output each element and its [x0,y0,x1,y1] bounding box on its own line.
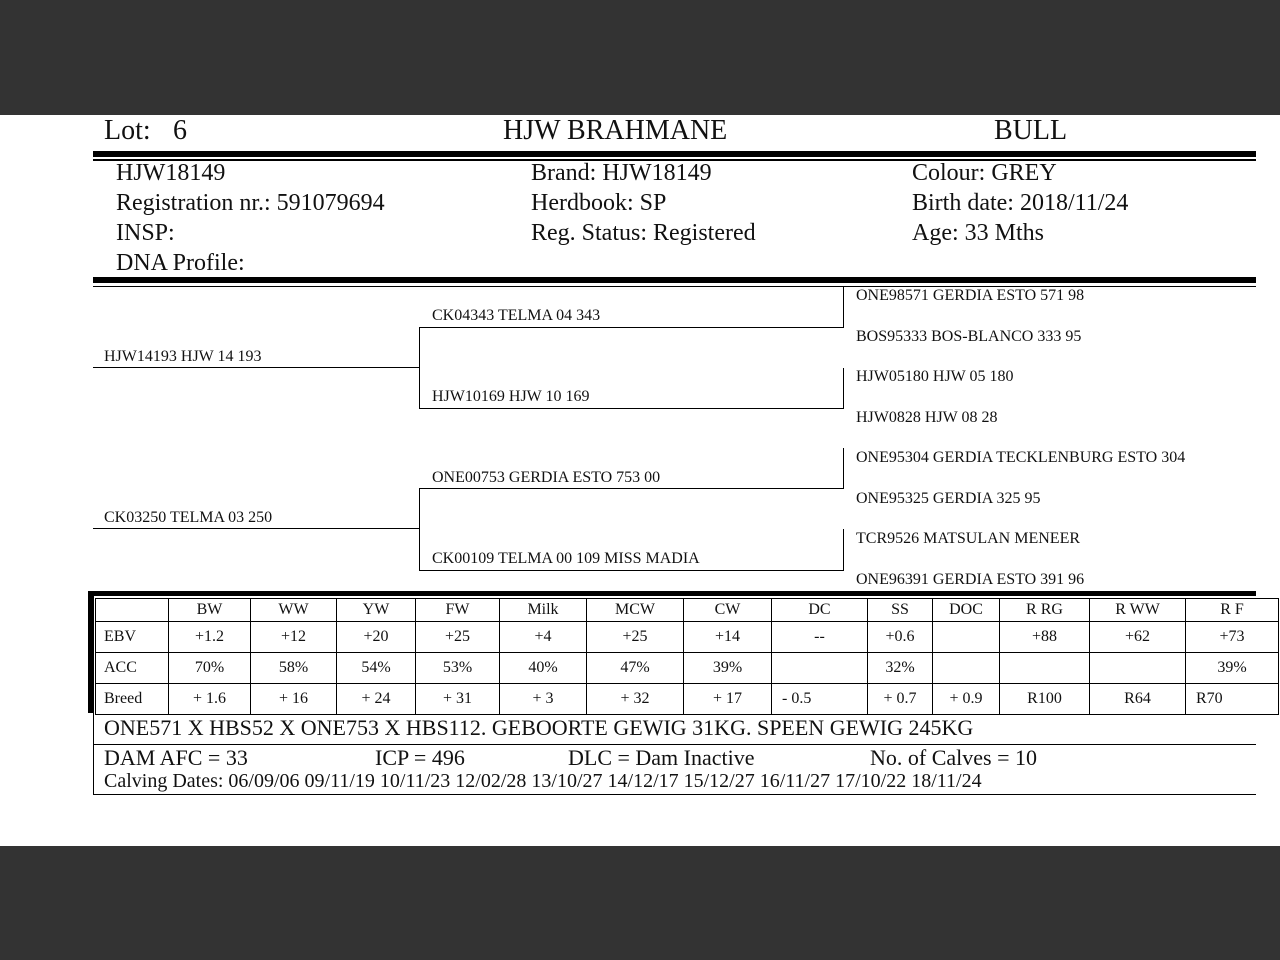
header-rule-thick [93,151,1256,157]
remarks-line: ONE571 X HBS52 X ONE753 X HBS112. GEBOORTE GEWIG 31KG. SPEEN GEWIG 245KG [104,715,974,740]
dam-calves: No. of Calves = 10 [870,745,1037,770]
pedigree-gg: HJW0828 HJW 08 28 [856,409,998,426]
pedigree-line [93,528,420,529]
ebv-cell: + 31 [416,684,500,715]
catalogue-sheet [0,115,1280,846]
ebv-cell: 40% [500,653,587,684]
pedigree-gg: BOS95333 BOS-BLANCO 333 95 [856,328,1082,345]
pedigree-line [419,327,420,408]
ebv-column-header: CW [684,599,772,622]
age-field: Age: 33 Mths [912,220,1044,246]
ebv-cell: +62 [1090,622,1186,653]
ebv-column-header: R RG [1000,599,1090,622]
ebv-rule-top [88,591,1256,596]
pedigree-gg: ONE95304 GERDIA TECKLENBURG ESTO 304 [856,449,1186,466]
herdbook-field: Herdbook: SP [531,190,667,216]
pedigree-sire: HJW14193 HJW 14 193 [104,348,262,365]
birth-date-field: Birth date: 2018/11/24 [912,190,1129,216]
pedigree-gg: ONE96391 GERDIA ESTO 391 96 [856,571,1085,588]
calving-dates: Calving Dates: 06/09/06 09/11/19 10/11/23 12/02/28 13/10/27 14/12/17 15/12/27 16/11/27 17/10/22 18/11/24 [104,770,982,792]
ebv-cell: +73 [1186,622,1279,653]
ebv-column-header: MCW [587,599,684,622]
ebv-row-label: Breed [96,684,169,715]
ebv-cell: R64 [1090,684,1186,715]
pedigree-gg: ONE95325 GERDIA 325 95 [856,490,1041,507]
registration-number: Registration nr.: 591079694 [116,190,385,216]
ebv-cell: + 0.9 [933,684,1000,715]
ebv-cell: +20 [337,622,416,653]
animal-id: HJW18149 [116,160,226,186]
ebv-column-header: R F [1186,599,1279,622]
pedigree-gg: ONE98571 GERDIA ESTO 571 98 [856,287,1085,304]
animal-sex: BULL [994,115,1068,146]
pedigree-line [419,408,844,409]
insp-field: INSP: [116,220,175,246]
ebv-cell [1000,653,1090,684]
pedigree-line [843,368,844,408]
pedigree-line [419,570,844,571]
ebv-cell: +0.6 [868,622,933,653]
ebv-column-header: YW [337,599,416,622]
ebv-cell: 54% [337,653,416,684]
ebv-cell: + 24 [337,684,416,715]
lot-label: Lot: [104,115,151,146]
ebv-cell: + 32 [587,684,684,715]
ebv-cell: + 0.7 [868,684,933,715]
dam-dlc: DLC = Dam Inactive [568,745,755,770]
ebv-cell: +14 [684,622,772,653]
ebv-cell: 39% [1186,653,1279,684]
lot-number: 6 [173,115,187,146]
ebv-column-header: R WW [1090,599,1186,622]
ebv-cell: +25 [587,622,684,653]
ebv-cell: +12 [251,622,337,653]
ebv-column-header: WW [251,599,337,622]
remarks-left-border [93,713,94,795]
ebv-cell: +25 [416,622,500,653]
ebv-cell: -- [772,622,868,653]
ebv-cell: 39% [684,653,772,684]
ebv-cell: 32% [868,653,933,684]
ebv-cell: R70 [1186,684,1279,715]
bottom-rule [93,794,1256,795]
ebv-cell: + 17 [684,684,772,715]
ebv-cell: + 3 [500,684,587,715]
ebv-cell: + 1.6 [169,684,251,715]
ebv-column-header: DOC [933,599,1000,622]
ebv-cell: - 0.5 [772,684,868,715]
pedigree-gg: TCR9526 MATSULAN MENEER [856,530,1081,547]
ebv-cell: + 16 [251,684,337,715]
pedigree-dam-dam: CK00109 TELMA 00 109 MISS MADIA [432,550,700,567]
ebv-cell: +1.2 [169,622,251,653]
ebv-cell [772,653,868,684]
ebv-cell [933,622,1000,653]
ebv-cell: +4 [500,622,587,653]
dam-afc: DAM AFC = 33 [104,745,248,770]
bottom-dark-band [0,846,1280,960]
ebv-cell: 70% [169,653,251,684]
brand-field: Brand: HJW18149 [531,160,712,186]
animal-name: HJW BRAHMANE [503,115,728,146]
info-rule-thick [93,277,1256,283]
breed-row [96,684,1279,715]
ebv-header-row [96,599,1279,622]
pedigree-line [419,327,844,328]
ebv-row-label: ACC [96,653,169,684]
ebv-cell: 47% [587,653,684,684]
pedigree-line [419,488,420,570]
reg-status-field: Reg. Status: Registered [531,220,756,246]
pedigree-line [843,448,844,488]
pedigree-line [419,488,844,489]
ebv-cell [933,653,1000,684]
pedigree-dam: CK03250 TELMA 03 250 [104,509,273,526]
top-dark-band [0,0,1280,115]
ebv-column-header: DC [772,599,868,622]
colour-field: Colour: GREY [912,160,1057,186]
ebv-column-header: FW [416,599,500,622]
pedigree-sire-dam: HJW10169 HJW 10 169 [432,388,590,405]
ebv-corner-cell [96,599,169,622]
ebv-column-header: BW [169,599,251,622]
ebv-column-header: SS [868,599,933,622]
ebv-table [95,598,1279,715]
ebv-cell [1090,653,1186,684]
dna-profile-field: DNA Profile: [116,250,245,276]
ebv-cell: 53% [416,653,500,684]
pedigree-line [93,367,420,368]
ebv-row [96,622,1279,653]
ebv-rule-left [88,591,94,713]
pedigree-gg: HJW05180 HJW 05 180 [856,368,1014,385]
ebv-column-header: Milk [500,599,587,622]
pedigree-dam-sire: ONE00753 GERDIA ESTO 753 00 [432,469,661,486]
pedigree-line [843,287,844,327]
dam-icp: ICP = 496 [375,745,465,770]
pedigree-line [843,529,844,570]
ebv-row-label: EBV [96,622,169,653]
acc-row [96,653,1279,684]
ebv-cell: 58% [251,653,337,684]
pedigree-sire-sire: CK04343 TELMA 04 343 [432,307,601,324]
ebv-cell: R100 [1000,684,1090,715]
ebv-cell: +88 [1000,622,1090,653]
